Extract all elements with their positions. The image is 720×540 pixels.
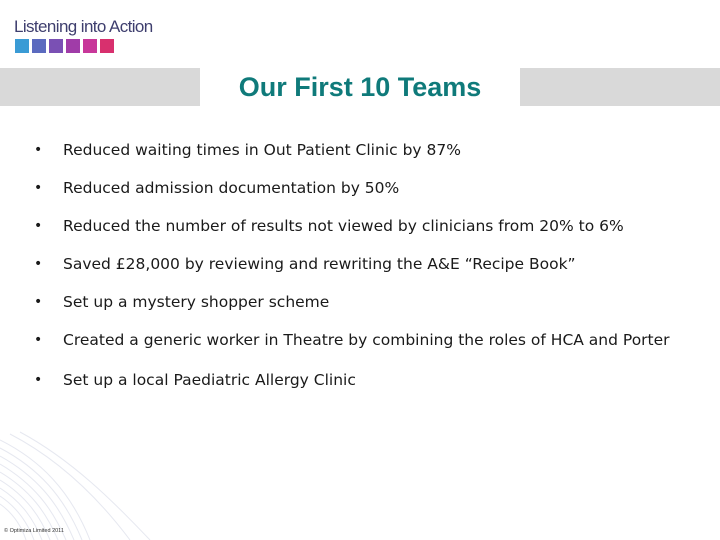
logo-square [66,39,80,53]
logo-square [83,39,97,53]
logo-text: Listening into Action [14,17,153,36]
bullet-item [34,176,684,200]
bullet-text: Reduced admission documentation by 50% [63,179,400,197]
decorative-swirl [0,430,200,540]
bullet-text: Set up a local Paediatric Allergy Clinic [63,371,356,389]
logo-square [32,39,46,53]
title-band [0,68,720,106]
logo-color-squares [15,39,153,53]
bullet-text: Reduced the number of results not viewed by clinicians from 20% to 6% [63,217,624,235]
bullet-text: Saved £28,000 by reviewing and rewriting the A&E “Recipe Book” [63,255,576,273]
bullet-item [34,138,684,162]
bullet-item [34,368,684,392]
bullet-dot: • [34,332,43,348]
bullet-dot: • [34,142,43,158]
slide-title: Our First 10 Teams [238,71,482,102]
bullet-item [34,214,684,238]
bullet-dot: • [34,256,43,272]
title-box [200,68,520,106]
bullet-dot: • [34,372,43,388]
copyright-footer: © Optimiza Limited 2011 [4,528,64,534]
bullet-list [34,138,684,392]
bullet-dot: • [34,294,43,310]
bullet-text: Set up a mystery shopper scheme [63,293,330,311]
logo-square [100,39,114,53]
bullet-text: Reduced waiting times in Out Patient Clinic by 87% [63,141,461,159]
logo-square [15,39,29,53]
bullet-item [34,290,684,314]
bullet-dot: • [34,180,43,196]
bullet-item [34,328,684,352]
listening-into-action-logo [14,18,153,53]
bullet-item [34,252,684,276]
logo-square [49,39,63,53]
bullet-dot: • [34,218,43,234]
bullet-text: Created a generic worker in Theatre by combining the roles of HCA and Porter [63,331,670,349]
